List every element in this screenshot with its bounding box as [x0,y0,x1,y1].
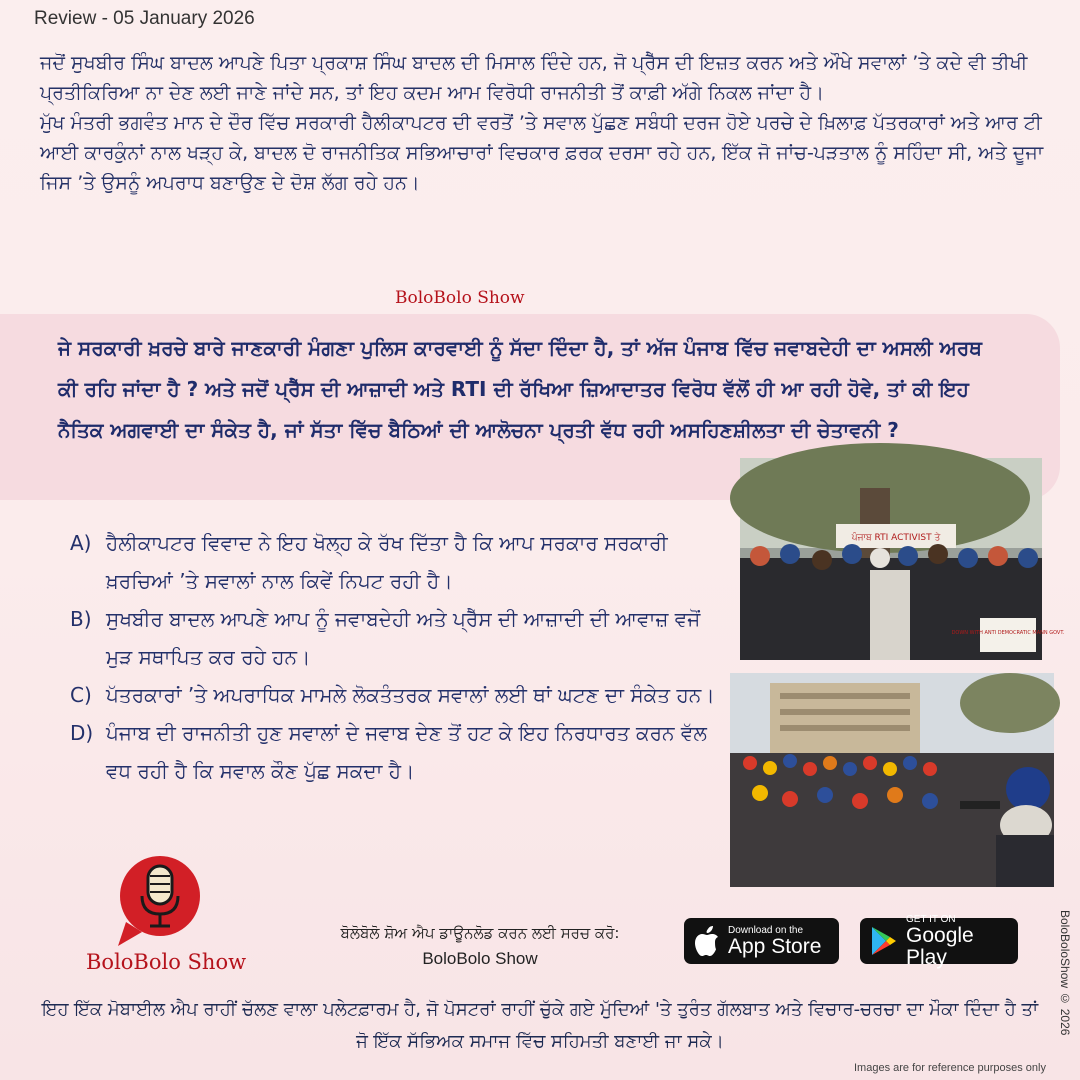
mic-logo-icon [112,852,202,948]
protest-photo-1-illustration [740,458,1065,660]
protest-photo-2 [730,673,1054,887]
protest-sign-text: DOWN WITH ANTI DEMOCRATIC MANN GOVT. [951,630,1065,636]
intro-paragraph-1: ਜਦੋਂ ਸੁਖਬੀਰ ਸਿੰਘ ਬਾਦਲ ਆਪਣੇ ਪਿਤਾ ਪ੍ਰਕਾਸ਼ ਸਿੰਘ ਬਾਦਲ ਦੀ ਮਿਸਾਲ ਦਿੰਦੇ ਹਨ, ਜੋ ਪ੍ਰੈੱਸ ਦੀ ਇਜ਼ਤ ਕਰਨ ਅਤੇ ਔਖੇ ਸਵਾਲਾਂ ’ਤੇ ਕਦੇ ਵੀ ਤੀਖੀ ਪ੍ਰਤੀਕਿਰਿਆ ਨਾ ਦੇਣ ਲਈ ਜਾਣੇ ਜਾਂਦੇ ਸਨ, ਤਾਂ ਇਹ ਕਦਮ ਆਮ ਵਿਰੋਧੀ ਰਾਜਨੀਤੀ ਤੋਂ ਕਾਫ਼ੀ ਅੱਗੇ ਨਿਕਲ ਜਾਂਦਾ ਹੈ। [40,52,1028,104]
options-list [70,524,730,790]
app-search-prompt [300,920,660,972]
protest-banner-text: ਪੰਜਾਬ RTI ACTIVIST ਤੇ [851,533,941,543]
brand-logo-text: BoloBolo Show [86,950,247,974]
option-letter: D) [70,721,94,745]
googleplay-small-label: GET IT ON [906,913,956,925]
option-c[interactable] [70,676,730,714]
option-text: ਸੁਖਬੀਰ ਬਾਦਲ ਆਪਣੇ ਆਪ ਨੂੰ ਜਵਾਬਦੇਹੀ ਅਤੇ ਪ੍ਰੈੱਸ ਦੀ ਆਜ਼ਾਦੀ ਦੀ ਆਵਾਜ਼ ਵਜੋਂ ਮੁੜ ਸਥਾਪਿਤ ਕਰ ਰਹੇ ਹਨ। [106,607,701,669]
option-letter: C) [70,683,92,707]
google-play-icon [870,926,898,956]
option-b[interactable] [70,600,730,676]
app-name: BoloBolo Show [422,949,538,968]
app-store-button[interactable] [684,918,839,964]
image-disclaimer: Images are for reference purposes only [854,1062,1046,1074]
option-text: ਹੈਲੀਕਾਪਟਰ ਵਿਵਾਦ ਨੇ ਇਹ ਖੋਲ੍ਹ ਕੇ ਰੱਖ ਦਿੱਤਾ ਹੈ ਕਿ ਆਪ ਸਰਕਾਰ ਸਰਕਾਰੀ ਖ਼ਰਚਿਆਂ ’ਤੇ ਸਵਾਲਾਂ ਨਾਲ ਕਿਵੇਂ ਨਿਪਟ ਰਹੀ ਹੈ। [106,531,668,593]
question-text: ਜੇ ਸਰਕਾਰੀ ਖ਼ਰਚੇ ਬਾਰੇ ਜਾਣਕਾਰੀ ਮੰਗਣਾ ਪੁਲਿਸ ਕਾਰਵਾਈ ਨੂੰ ਸੱਦਾ ਦਿੰਦਾ ਹੈ, ਤਾਂ ਅੱਜ ਪੰਜਾਬ ਵਿੱਚ ਜਵਾਬਦੇਹੀ ਦਾ ਅਸਲੀ ਅਰਥ ਕੀ ਰਹਿ ਜਾਂਦਾ ਹੈ ? ਅਤੇ ਜਦੋਂ ਪ੍ਰੈੱਸ ਦੀ ਆਜ਼ਾਦੀ ਅਤੇ RTI ਦੀ ਰੱਖਿਆ ਜ਼ਿਆਦਾਤਰ ਵਿਰੋਧ ਵੱਲੋਂ ਹੀ ਆ ਰਹੀ ਹੋਵੇ, ਤਾਂ ਕੀ ਇਹ ਨੈਤਿਕ ਅਗਵਾਈ ਦਾ ਸੰਕੇਤ ਹੈ, ਜਾਂ ਸੱਤਾ ਵਿੱਚ ਬੈਠਿਆਂ ਦੀ ਆਲੋਚਨਾ ਪ੍ਰਤੀ ਵੱਧ ਰਹੀ ਅਸਹਿਣਸ਼ੀਲਤਾ ਦੀ ਚੇਤਾਵਨੀ ? [58,336,982,442]
intro-text [40,48,1050,198]
intro-paragraph-2: ਮੁੱਖ ਮੰਤਰੀ ਭਗਵੰਤ ਮਾਨ ਦੇ ਦੌਰ ਵਿੱਚ ਸਰਕਾਰੀ ਹੈਲੀਕਾਪਟਰ ਦੀ ਵਰਤੋਂ ’ਤੇ ਸਵਾਲ ਪੁੱਛਣ ਸਬੰਧੀ ਦਰਜ ਹੋਏ ਪਰਚੇ ਦੇ ਖ਼ਿਲਾਫ਼ ਪੱਤਰਕਾਰਾਂ ਅਤੇ ਆਰ ਟੀ ਆਈ ਕਾਰਕੁੰਨਾਂ ਨਾਲ ਖੜ੍ਹ ਕੇ, ਬਾਦਲ ਦੋ ਰਾਜਨੀਤਿਕ ਸਭਿਆਚਾਰਾਂ ਵਿਚਕਾਰ ਫ਼ਰਕ ਦਰਸਾ ਰਹੇ ਹਨ, ਇੱਕ ਜੋ ਜਾਂਚ-ਪੜਤਾਲ ਨੂੰ ਸਹਿੰਦਾ ਸੀ, ਅਤੇ ਦੂਜਾ ਜਿਸ ’ਤੇ ਉਸਨੂੰ ਅਪਰਾਧ ਬਣਾਉਣ ਦੇ ਦੋਸ਼ ਲੱਗ ਰਹੇ ਹਨ। [40,112,1044,194]
option-letter: B) [70,607,92,631]
option-letter: A) [70,531,92,555]
protest-photo-1 [740,458,1065,660]
review-date: Review - 05 January 2026 [34,8,255,29]
search-instruction: ਬੋਲੋਬੋਲੋ ਸ਼ੋਅ ਐਪ ਡਾਊਨਲੋਡ ਕਰਨ ਲਈ ਸਰਚ ਕਰੋ: [340,924,620,942]
copyright-text: BoloBoloShow © 2026 [1058,910,1072,1036]
option-d[interactable] [70,714,730,790]
option-text: ਪੰਜਾਬ ਦੀ ਰਾਜਨੀਤੀ ਹੁਣ ਸਵਾਲਾਂ ਦੇ ਜਵਾਬ ਦੇਣ ਤੋਂ ਹਟ ਕੇ ਇਹ ਨਿਰਧਾਰਤ ਕਰਨ ਵੱਲ ਵਧ ਰਹੀ ਹੈ ਕਿ ਸਵਾਲ ਕੌਣ ਪੁੱਛ ਸਕਦਾ ਹੈ। [106,721,707,783]
appstore-small-label: Download on the [728,924,804,936]
option-text: ਪੱਤਰਕਾਰਾਂ ’ਤੇ ਅਪਰਾਧਿਕ ਮਾਮਲੇ ਲੋਕਤੰਤਰਕ ਸਵਾਲਾਂ ਲਈ ਥਾਂ ਘਟਣ ਦਾ ਸੰਕੇਤ ਹਨ। [106,683,715,707]
brand-watermark: BoloBolo Show [395,288,525,308]
protest-photo-2-illustration [730,673,1054,887]
platform-description: ਇਹ ਇੱਕ ਮੋਬਾਈਲ ਐਪ ਰਾਹੀਂ ਚੱਲਣ ਵਾਲਾ ਪਲੇਟਫ਼ਾਰਮ ਹੈ, ਜੋ ਪੋਸਟਰਾਂ ਰਾਹੀਂ ਚੁੱਕੇ ਗਏ ਮੁੱਦਿਆਂ 'ਤੇ ਤੁਰੰਤ ਗੱਲਬਾਤ ਅਤੇ ਵਿਚਾਰ-ਚਰਚਾ ਦਾ ਮੌਕਾ ਦਿੰਦਾ ਹੈ ਤਾਂ ਜੋ ਇੱਕ ਸੱਭਿਅਕ ਸਮਾਜ ਵਿੱਚ ਸਹਿਮਤੀ ਬਣਾਈ ਜਾ ਸਕੇ। [41,999,1039,1052]
google-play-button[interactable] [860,913,1018,969]
appstore-big-label: App Store [728,934,822,958]
apple-icon [694,926,720,956]
option-a[interactable] [70,524,730,600]
googleplay-big-label: Google Play [906,923,974,969]
